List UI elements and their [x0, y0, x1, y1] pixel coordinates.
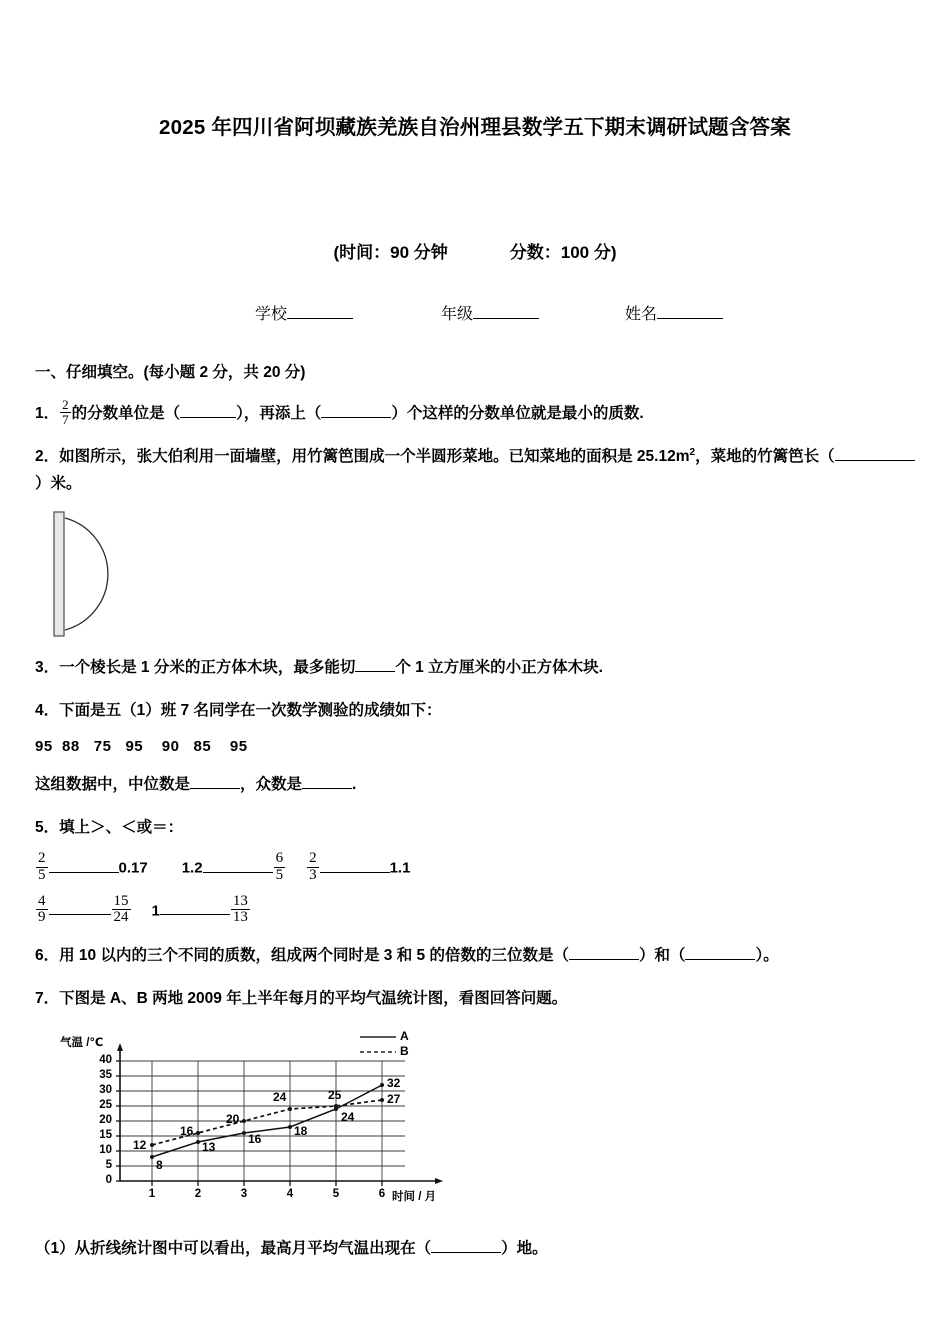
- fraction-13-13: $\frac{13}{13}$: [232, 892, 248, 926]
- score-value: 95: [125, 737, 144, 755]
- question-4-text-b: 这组数据中，中位数是: [35, 775, 191, 793]
- compare-pair: [182, 851, 286, 884]
- compare-right: 1.1: [389, 859, 411, 877]
- compare-blank[interactable]: [203, 872, 273, 873]
- question-1-blank-2[interactable]: [321, 417, 391, 418]
- chart-x-axis-arrow: [435, 1178, 443, 1184]
- chart-point-label-a: 13: [202, 1140, 216, 1155]
- exam-time-label: (时间：90 分钟: [333, 243, 448, 262]
- question-7: [35, 985, 915, 1012]
- school-field: [255, 301, 353, 324]
- question-5: [35, 814, 915, 841]
- question-1-text-a: 的分数单位是（: [71, 405, 181, 423]
- chart-point-label-b: 24: [273, 1090, 287, 1105]
- question-2-text-a: 如图所示，张大伯利用一面墙壁，用竹篱笆围成一个半圆形菜地。已知菜地的面积是 25.12m: [59, 448, 690, 466]
- score-value: 95: [229, 737, 248, 755]
- question-2-blank[interactable]: [835, 460, 915, 461]
- question-6-blank-2[interactable]: [685, 959, 755, 960]
- temperature-line-chart: [60, 1028, 480, 1213]
- question-1-blank-1[interactable]: [180, 417, 236, 418]
- fraction-2-3: $\frac{2}{3}$: [309, 850, 317, 883]
- question-4-followup: [35, 771, 915, 798]
- chart-point-label-a: 16: [248, 1132, 262, 1147]
- question-3-number: 3．: [35, 658, 60, 676]
- question-4-text-a: 下面是五（1）班 7 名同学在一次数学测验的成绩如下：: [59, 701, 442, 719]
- question-6-blank-1[interactable]: [569, 959, 639, 960]
- fraction-15-24: $\frac{15}{24}$: [113, 892, 129, 926]
- chart-point-label-b: 25: [328, 1088, 342, 1103]
- chart-y-tick-label: 20: [99, 1114, 112, 1127]
- chart-point-label-a: 18: [294, 1124, 308, 1139]
- compare-blank[interactable]: [49, 872, 119, 873]
- question-7-text-a: 下图是 A、B 两地 2009 年上半年每月的平均气温统计图，看图回答问题。: [59, 990, 568, 1008]
- chart-point-label-b: 12: [133, 1138, 147, 1153]
- question-7-sub-1-text-a: 从折线统计图中可以看出，最高月平均气温出现在（: [74, 1240, 432, 1258]
- question-3-text-a: 一个棱长是 1 分米的正方体木块，最多能切: [59, 658, 356, 676]
- grade-blank[interactable]: [473, 318, 539, 319]
- chart-point-label-b: 16: [180, 1124, 194, 1139]
- chart-y-tick-label: 15: [99, 1129, 112, 1142]
- chart-x-tick-label: 5: [332, 1188, 340, 1201]
- chart-y-tick-label: 10: [99, 1144, 112, 1157]
- question-5-text-a: 填上＞、＜或＝：: [59, 818, 184, 836]
- chart-y-tick-label: 30: [99, 1084, 112, 1097]
- fraction-4-9: $\frac{4}{9}$: [38, 892, 46, 926]
- question-4-score-list: [35, 738, 915, 755]
- chart-point-label-a: 8: [156, 1158, 163, 1173]
- question-7-sub-1-number: （1）: [35, 1240, 75, 1258]
- score-value: 85: [193, 737, 212, 755]
- chart-point-label-a: 32: [387, 1076, 401, 1091]
- semicircle-garden-figure: [45, 510, 915, 638]
- chart-y-tick-label: 40: [99, 1054, 112, 1067]
- compare-left: 1.2: [181, 859, 203, 877]
- chart-x-tick-label: 3: [240, 1188, 248, 1201]
- compare-right: 0.17: [118, 859, 148, 877]
- compare-pair: [35, 894, 132, 927]
- chart-x-tick-label: 4: [286, 1188, 294, 1201]
- name-label: 姓名: [625, 306, 658, 323]
- question-4: [35, 697, 915, 724]
- question-3-text-b: 个 1 立方厘米的小正方体木块.: [395, 658, 603, 676]
- student-id-line: [35, 301, 915, 324]
- chart-y-axis-label: 气温 /℃: [60, 1037, 104, 1050]
- compare-pair: [152, 894, 251, 927]
- question-2-superscript: 2: [689, 447, 696, 459]
- section-heading-1: 一、仔细填空。(每小题 2 分，共 20 分): [35, 364, 306, 381]
- question-6-text-c: ）。: [755, 947, 779, 965]
- compare-pair: [35, 851, 148, 884]
- question-2-number: 2．: [35, 448, 60, 466]
- chart-x-axis-label: 时间 / 月: [392, 1191, 437, 1204]
- grade-label: 年级: [441, 306, 474, 323]
- question-4-number: 4．: [35, 701, 60, 719]
- chart-x-tick-label: 2: [194, 1188, 202, 1201]
- chart-point-label-b: 27: [387, 1092, 401, 1107]
- question-1-number: 1．: [35, 405, 60, 423]
- legend-label-b: B: [400, 1044, 409, 1059]
- question-5-compare-row-1: [35, 851, 915, 884]
- question-2-text-c: ）米。: [35, 475, 82, 493]
- chart-y-tick-label: 5: [105, 1159, 112, 1172]
- question-6-text-b: ）和（: [638, 947, 686, 965]
- fraction-2-7: $\frac{2}{7}$: [62, 397, 69, 427]
- semicircle-arc: [65, 518, 108, 630]
- compare-blank[interactable]: [49, 914, 111, 915]
- fraction-6-5: $\frac{6}{5}$: [275, 850, 284, 883]
- chart-y-tick-label: 35: [99, 1069, 112, 1082]
- question-4-text-d: .: [352, 775, 357, 793]
- question-4-mode-blank[interactable]: [302, 788, 352, 789]
- question-7-sub-1-text-b: ）地。: [501, 1240, 548, 1258]
- chart-x-tick-label: 6: [378, 1188, 386, 1201]
- question-2: [35, 443, 915, 497]
- question-2-text-b: ，菜地的竹篱笆长（: [695, 448, 835, 466]
- chart-point-label-b: 20: [226, 1112, 240, 1127]
- chart-svg: [60, 1028, 480, 1213]
- grade-field: [441, 301, 539, 324]
- semicircle-garden-svg: [45, 510, 205, 638]
- chart-gridlines-horizontal: [120, 1061, 405, 1166]
- question-1: [35, 398, 915, 427]
- name-blank[interactable]: [657, 318, 723, 319]
- question-6: [35, 942, 915, 969]
- compare-left: 1: [151, 902, 160, 920]
- chart-x-tick-label: 1: [148, 1188, 156, 1201]
- exam-meta: [35, 238, 915, 263]
- question-3: [35, 654, 915, 681]
- wall-shape: [54, 512, 64, 636]
- question-1-text-b: ），再添上（: [236, 405, 322, 423]
- compare-pair: [306, 851, 410, 884]
- chart-y-axis-arrow: [117, 1043, 123, 1051]
- question-6-text-a: 用 10 以内的三个不同的质数，组成两个同时是 3 和 5 的倍数的三位数是（: [59, 947, 569, 965]
- question-3-blank[interactable]: [355, 671, 395, 672]
- exam-score-label: 分数：100 分): [509, 243, 617, 262]
- score-value: 95: [35, 737, 53, 755]
- question-4-median-blank[interactable]: [190, 788, 240, 789]
- page-title: 2025 年四川省阿坝藏族羌族自治州理县数学五下期末调研试题含答案: [159, 116, 791, 139]
- chart-point-label-a: 24: [341, 1110, 355, 1125]
- legend-label-a: A: [400, 1029, 409, 1044]
- question-7-sub-1: [35, 1235, 915, 1262]
- chart-y-tick-label: 25: [99, 1099, 112, 1112]
- school-label: 学校: [255, 306, 288, 323]
- question-4-text-c: ，众数是: [240, 775, 303, 793]
- score-value: 88: [62, 737, 80, 755]
- question-5-compare-row-2: [35, 894, 915, 927]
- compare-blank[interactable]: [320, 872, 390, 873]
- chart-y-tick-label: 0: [105, 1174, 112, 1187]
- school-blank[interactable]: [287, 318, 353, 319]
- score-value: 75: [93, 737, 112, 755]
- question-7-number: 7．: [35, 990, 60, 1008]
- compare-blank[interactable]: [160, 914, 230, 915]
- name-field: [625, 301, 723, 324]
- fraction-2-5: $\frac{2}{5}$: [38, 850, 46, 883]
- score-value: 90: [161, 737, 180, 755]
- question-6-number: 6．: [35, 947, 60, 965]
- question-7-sub-1-blank[interactable]: [431, 1252, 501, 1253]
- question-5-number: 5．: [35, 818, 60, 836]
- question-1-text-c: ）个这样的分数单位就是最小的质数.: [391, 405, 644, 423]
